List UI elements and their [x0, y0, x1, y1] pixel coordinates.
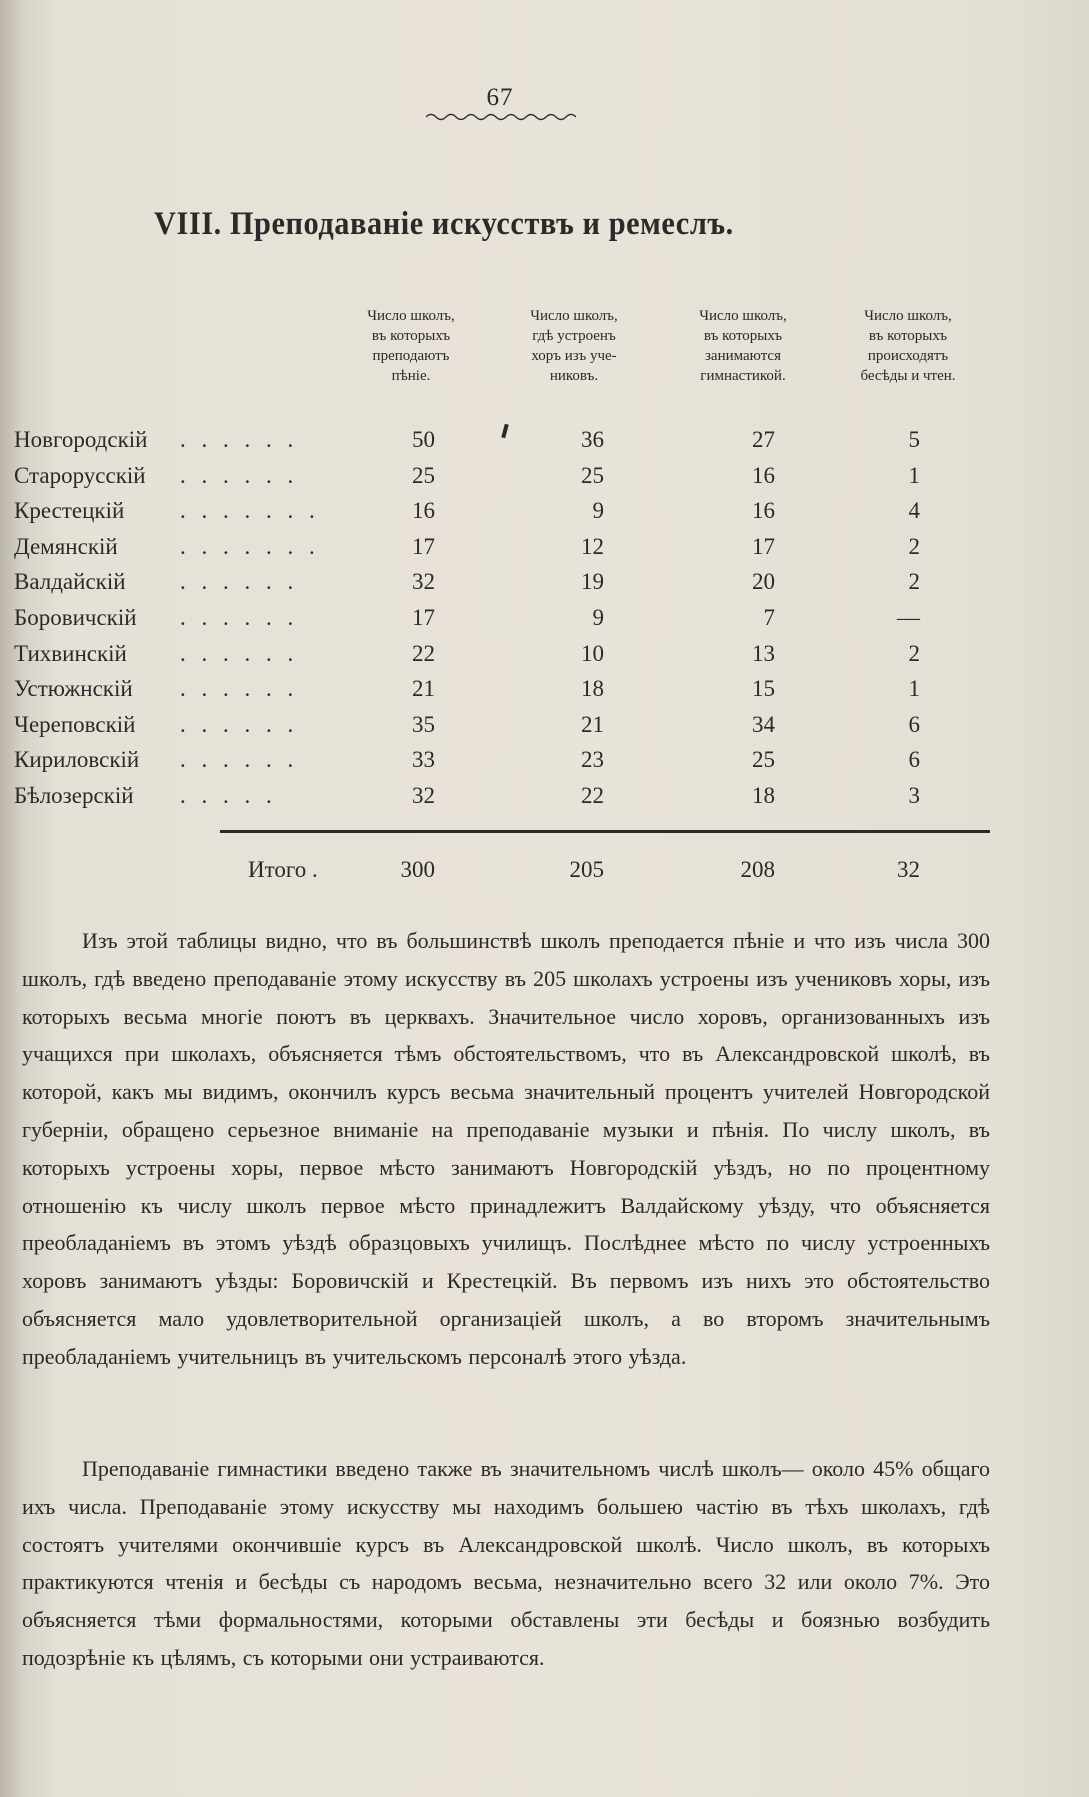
cell-singing: 21 [412, 676, 435, 701]
leader-dots: . . . . . . [180, 569, 299, 594]
total-singing: 300 [400, 857, 435, 882]
cell-gymnastics: 7 [763, 605, 775, 630]
section-title: VIII. Преподаванiе искусствъ и ремеслъ. [154, 206, 734, 242]
leader-dots: . . . . . . [180, 641, 299, 666]
column-header-readings: Число школъ, въ которыхъ происходятъ бесѣды и чтен. [860, 308, 956, 384]
cell-singing: 17 [412, 534, 435, 559]
cell-readings: 1 [908, 463, 920, 488]
cell-gymnastics: 15 [752, 676, 775, 701]
body-paragraph: Изъ этой таблицы видно, что въ большинствѣ школъ преподается пѣнiе и что изъ числа 300 школъ, гдѣ введено преподаванiе этому искусству въ 205 школахъ устроены изъ учениковъ хоры, изъ которыхъ весьма многiе поютъ въ церквахъ. Значительное число хоровъ, организованныхъ изъ учащихся при школахъ, объясняется тѣмъ обстоятельствомъ, что въ Александровской школѣ, въ которой, какъ мы видимъ, окончилъ курсъ весьма значительный процентъ учителей Новгородской губернiи, обращено серьезное вниманiе на преподаванiе музыки и пѣнiя. По числу школъ, въ которыхъ устроены хоры, первое мѣсто занимаютъ Новгородскiй уѣздъ, но по процентному отношенiю къ числу школъ первое мѣсто принадлежитъ Валдайскому уѣзду, что объясняется преобладанiемъ въ этомъ уѣздѣ образцовыхъ училищъ. Послѣднее мѣсто по числу устроенныхъ хоровъ занимаютъ уѣзды: Боровичскiй и Крестецкiй. Въ первомъ изъ нихъ это обстоятельство объясняется мало удовлетворительной организацiей школъ, а во второмъ значительнымъ преобладанiемъ учительницъ въ учительскомъ персоналѣ этого уѣзда. [22, 928, 990, 1369]
cell-readings: 2 [908, 569, 920, 594]
leader-dots: . . . . . . . [180, 498, 320, 523]
cell-choir: 9 [592, 605, 604, 630]
cell-singing: 17 [412, 605, 435, 630]
leader-dots: . . . . . . . [180, 534, 320, 559]
cell-gymnastics: 18 [752, 783, 775, 808]
cell-readings: 4 [908, 498, 920, 523]
cell-choir: 18 [581, 676, 604, 701]
row-label: Тихвинскiй [14, 641, 127, 666]
cell-choir: 12 [581, 534, 604, 559]
page-number: 67 [486, 84, 514, 111]
row-label: Боровичскiй [14, 605, 137, 630]
total-choir: 205 [569, 857, 604, 882]
cell-readings: 2 [908, 641, 920, 666]
total-readings: 32 [897, 857, 920, 882]
cell-choir: 23 [581, 747, 604, 772]
row-label: Демянскiй [14, 534, 118, 559]
total-label: Итого . [248, 857, 318, 882]
row-label: Новгородскiй [14, 427, 148, 452]
cell-singing: 50 [412, 427, 435, 452]
cell-gymnastics: 25 [752, 747, 775, 772]
cell-singing: 35 [412, 712, 435, 737]
leader-dots: . . . . . . [180, 427, 299, 452]
cell-readings: 1 [908, 676, 920, 701]
body-paragraph: Преподаванiе гимнастики введено также въ значительномъ числѣ школъ— около 45% общаго ихъ числа. Преподаванiе этому искусству мы находимъ большею частiю въ тѣхъ школахъ, гдѣ состоятъ учителями окончившiе курсъ въ Александровской школѣ. Число школъ, въ которыхъ практикуются чтенiя и бесѣды съ народомъ весьма, незначительно всего 32 или около 7%. Это объясняется тѣми формальностями, которыми обставлены эти бесѣды и боязнью возбудить подозрѣнiе къ цѣлямъ, съ которыми они устраиваются. [22, 1456, 990, 1670]
row-label: Череповскiй [14, 712, 136, 737]
row-label: Бѣлозерскiй [14, 783, 134, 808]
table-rule [220, 830, 563, 833]
cell-choir: 25 [581, 463, 604, 488]
column-header-singing: Число школъ, въ которыхъ преподаютъ пѣнiе. [367, 308, 455, 384]
row-label: Старорусскiй [14, 463, 146, 488]
cell-choir: 21 [581, 712, 604, 737]
cell-readings: 6 [908, 747, 920, 772]
cell-singing: 22 [412, 641, 435, 666]
row-label: Кириловскiй [14, 747, 140, 772]
ink-mark [501, 424, 508, 439]
leader-dots: . . . . . [180, 783, 277, 808]
column-header-choir: Число школъ, гдѣ устроенъ хоръ изъ уче- никовъ. [530, 308, 618, 384]
leader-dots: . . . . . . [180, 747, 299, 772]
leader-dots: . . . . . . [180, 676, 299, 701]
cell-gymnastics: 34 [752, 712, 775, 737]
row-label: Крестецкiй [14, 498, 125, 523]
leader-dots: . . . . . . [180, 712, 299, 737]
cell-singing: 32 [412, 783, 435, 808]
cell-choir: 19 [581, 569, 604, 594]
cell-readings: — [897, 605, 920, 630]
cell-readings: 2 [908, 534, 920, 559]
table-rule [563, 830, 990, 833]
cell-choir: 10 [581, 641, 604, 666]
row-label: Устюжнскiй [14, 676, 133, 701]
leader-dots: . . . . . . [180, 605, 299, 630]
cell-gymnastics: 16 [752, 498, 775, 523]
cell-singing: 25 [412, 463, 435, 488]
column-header-gymnastics: Число школъ, въ которыхъ занимаются гимнастикой. [699, 308, 787, 384]
cell-readings: 6 [908, 712, 920, 737]
wavy-ornament [426, 112, 576, 122]
cell-singing: 32 [412, 569, 435, 594]
cell-choir: 22 [581, 783, 604, 808]
cell-readings: 3 [908, 783, 920, 808]
total-gymnastics: 208 [740, 857, 775, 882]
cell-readings: 5 [908, 427, 920, 452]
leader-dots: . . . . . . [180, 463, 299, 488]
cell-gymnastics: 16 [752, 463, 775, 488]
cell-gymnastics: 13 [752, 641, 775, 666]
row-label: Валдайскiй [14, 569, 126, 594]
cell-gymnastics: 17 [752, 534, 775, 559]
cell-gymnastics: 20 [752, 569, 775, 594]
cell-gymnastics: 27 [752, 427, 775, 452]
cell-singing: 16 [412, 498, 435, 523]
cell-singing: 33 [412, 747, 435, 772]
cell-choir: 9 [592, 498, 604, 523]
cell-choir: 36 [581, 427, 604, 452]
